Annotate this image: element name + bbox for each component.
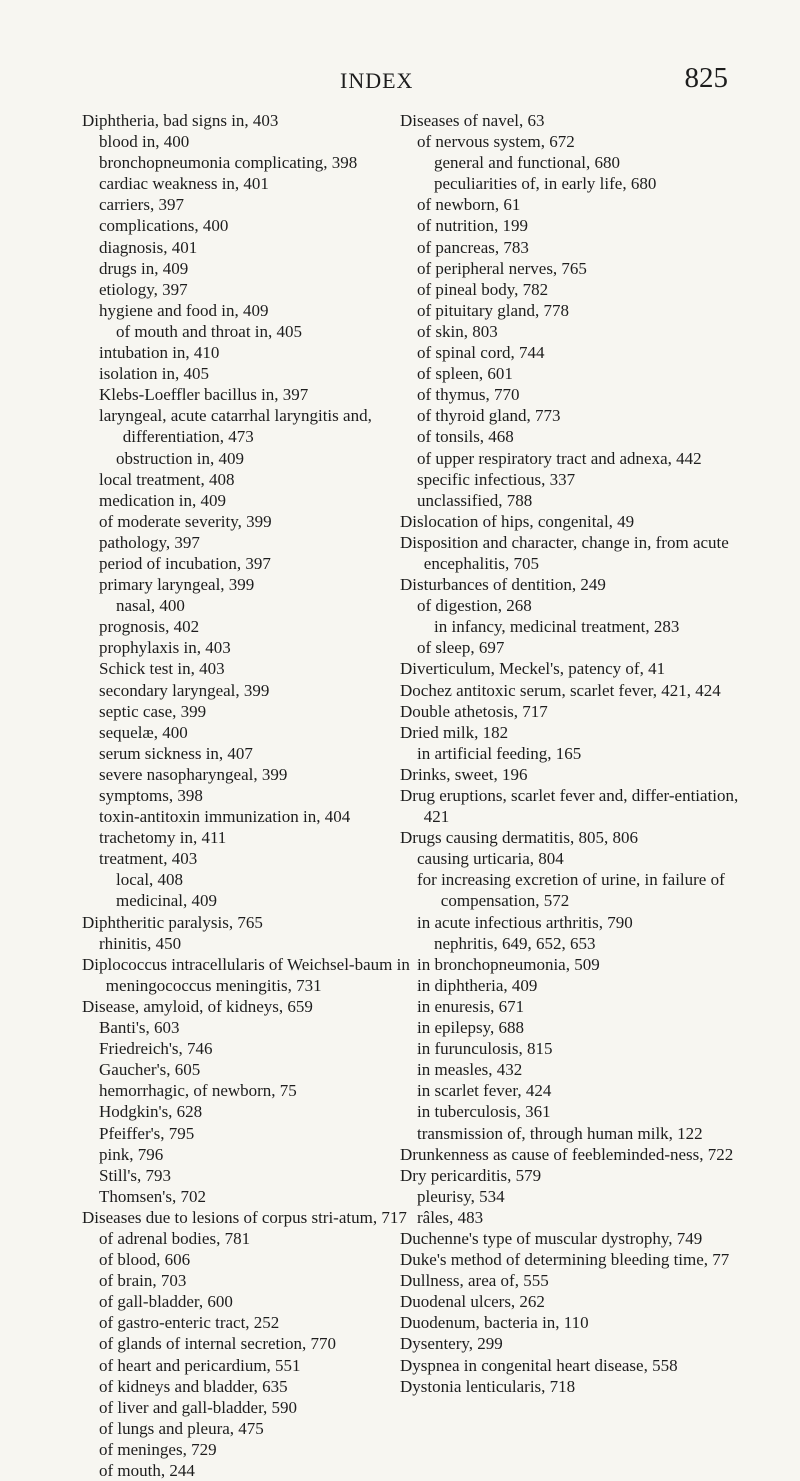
index-entry: in diphtheria, 409 <box>417 975 538 995</box>
index-entry: Duke's method of determining bleeding time, 77 <box>400 1250 730 1270</box>
index-entry: in scarlet fever, 424 <box>417 1081 552 1101</box>
index-entry: primary laryngeal, 399 <box>99 575 255 595</box>
index-entry: Duchenne's type of muscular dystrophy, 749 <box>400 1228 703 1248</box>
index-entry: of nutrition, 199 <box>417 216 528 236</box>
index-entry: medication in, 409 <box>99 490 227 510</box>
index-entry: of blood, 606 <box>99 1250 191 1270</box>
index-entry: trachetomy in, 411 <box>99 828 227 848</box>
index-entry: of peripheral nerves, 765 <box>417 258 587 278</box>
index-entry: treatment, 403 <box>99 849 198 869</box>
index-entry: etiology, 397 <box>99 279 188 299</box>
index-entry: pleurisy, 534 <box>417 1186 505 1206</box>
index-entry: hemorrhagic, of newborn, 75 <box>99 1081 297 1101</box>
index-entry: in infancy, medicinal treatment, 283 <box>434 617 680 637</box>
index-entry: of digestion, 268 <box>417 596 532 616</box>
index-entry: medicinal, 409 <box>116 891 218 911</box>
index-entry: causing urticaria, 804 <box>417 849 564 869</box>
index-entry: cardiac weakness in, 401 <box>99 174 269 194</box>
index-entry: Friedreich's, 746 <box>99 1039 213 1059</box>
index-entry: Disease, amyloid, of kidneys, 659 <box>82 996 313 1016</box>
index-entry: bronchopneumonia complicating, 398 <box>99 153 358 173</box>
index-entry: in furunculosis, 815 <box>417 1039 553 1059</box>
index-entry: Gaucher's, 605 <box>99 1060 201 1080</box>
index-entry: severe nasopharyngeal, 399 <box>99 764 288 784</box>
index-entry: in enuresis, 671 <box>417 996 525 1016</box>
index-entry: of sleep, 697 <box>417 638 505 658</box>
index-entry: of upper respiratory tract and adnexa, 442 <box>417 448 702 468</box>
index-entry: of pituitary gland, 778 <box>417 300 570 320</box>
index-entry: sequelæ, 400 <box>99 722 188 742</box>
index-entry: Drinks, sweet, 196 <box>400 764 528 784</box>
index-entry: in measles, 432 <box>417 1060 523 1080</box>
index-entry: Diseases due to lesions of corpus stri-atum, 717 <box>82 1207 407 1227</box>
index-entry: nasal, 400 <box>116 596 185 616</box>
index-entry: of lungs and pleura, 475 <box>99 1418 264 1438</box>
index-entry: secondary laryngeal, 399 <box>99 680 270 700</box>
index-entry: drugs in, 409 <box>99 258 189 278</box>
index-entry: peculiarities of, in early life, 680 <box>434 174 657 194</box>
index-entry: Thomsen's, 702 <box>99 1186 206 1206</box>
index-entry: Banti's, 603 <box>99 1018 180 1038</box>
index-entry: of newborn, 61 <box>417 195 521 215</box>
index-entry: prophylaxis in, 403 <box>99 638 231 658</box>
index-entry: Duodenal ulcers, 262 <box>400 1292 545 1312</box>
index-entry: of nervous system, 672 <box>417 132 575 152</box>
index-entry: of pineal body, 782 <box>417 279 549 299</box>
index-entry: Dry pericarditis, 579 <box>400 1165 542 1185</box>
index-entry: prognosis, 402 <box>99 617 200 637</box>
index-entry: Drunkenness as cause of feebleminded-ness, 722 <box>400 1144 734 1164</box>
index-entry: in epilepsy, 688 <box>417 1018 525 1038</box>
index-entry: unclassified, 788 <box>417 490 533 510</box>
index-entry: of skin, 803 <box>417 321 498 341</box>
index-entry: Still's, 793 <box>99 1165 172 1185</box>
index-entry: of thyroid gland, 773 <box>417 406 561 426</box>
index-entry: of mouth and throat in, 405 <box>116 321 303 341</box>
index-entry: Drugs causing dermatitis, 805, 806 <box>400 828 638 848</box>
index-entry: Diseases of navel, 63 <box>400 111 545 130</box>
index-entry: Diplococcus intracellularis of Weichsel-baum in meningococcus meningitis, 731 <box>82 954 410 995</box>
index-entry: râles, 483 <box>417 1207 484 1227</box>
index-entry: of gall-bladder, 600 <box>99 1292 233 1312</box>
running-title: INDEX <box>340 68 414 93</box>
index-entry: in bronchopneumonia, 509 <box>417 954 600 974</box>
index-entry: of spleen, 601 <box>417 364 513 384</box>
index-column-left <box>82 110 422 1481</box>
index-entry: of heart and pericardium, 551 <box>99 1355 301 1375</box>
page-header <box>0 64 800 104</box>
index-column-right <box>400 110 740 1397</box>
index-entry: of glands of internal secretion, 770 <box>99 1334 336 1354</box>
index-entry: Pfeiffer's, 795 <box>99 1123 195 1143</box>
index-entry: intubation in, 410 <box>99 343 220 363</box>
index-entry: Dislocation of hips, congenital, 49 <box>400 511 635 531</box>
index-entry: Double athetosis, 717 <box>400 701 548 721</box>
index-entry: hygiene and food in, 409 <box>99 300 269 320</box>
index-entry: Diverticulum, Meckel's, patency of, 41 <box>400 659 666 679</box>
index-entry: rhinitis, 450 <box>99 933 182 953</box>
index-entry: period of incubation, 397 <box>99 553 271 573</box>
index-entry: in acute infectious arthritis, 790 <box>417 912 633 932</box>
index-entry: pathology, 397 <box>99 532 200 552</box>
page-number: 825 <box>684 62 728 94</box>
index-entry: Klebs-Loeffler bacillus in, 397 <box>99 385 309 405</box>
index-entry: of spinal cord, 744 <box>417 343 545 363</box>
index-entry: of liver and gall-bladder, 590 <box>99 1397 298 1417</box>
index-entry: Disturbances of dentition, 249 <box>400 575 606 595</box>
index-entry: serum sickness in, 407 <box>99 743 253 763</box>
index-entry: of thymus, 770 <box>417 385 520 405</box>
index-entry: Duodenum, bacteria in, 110 <box>400 1313 589 1333</box>
index-entry: Dried milk, 182 <box>400 722 509 742</box>
index-entry: septic case, 399 <box>99 701 207 721</box>
index-entry: transmission of, through human milk, 122 <box>417 1123 703 1143</box>
index-entry: local treatment, 408 <box>99 469 235 489</box>
index-entry: Hodgkin's, 628 <box>99 1102 203 1122</box>
index-entry: local, 408 <box>116 870 184 890</box>
index-entry: Dysentery, 299 <box>400 1334 503 1354</box>
index-entry: obstruction in, 409 <box>116 448 244 468</box>
index-entry: general and functional, 680 <box>434 153 620 173</box>
index-entry: Diphtheritic paralysis, 765 <box>82 912 263 932</box>
index-entry: laryngeal, acute catarrhal laryngitis and, differentiation, 473 <box>99 406 372 447</box>
index-entry: of moderate severity, 399 <box>99 511 272 531</box>
index-entry: of gastro-enteric tract, 252 <box>99 1313 280 1333</box>
index-entry: specific infectious, 337 <box>417 469 576 489</box>
index-entry: carriers, 397 <box>99 195 184 215</box>
index-entry: of adrenal bodies, 781 <box>99 1228 251 1248</box>
index-entry: Dystonia lenticularis, 718 <box>400 1376 576 1396</box>
index-entry: symptoms, 398 <box>99 786 203 805</box>
index-entry: pink, 796 <box>99 1144 164 1164</box>
index-entry: diagnosis, 401 <box>99 237 198 257</box>
index-entry: Drug eruptions, scarlet fever and, differ-entiation, 421 <box>400 786 739 827</box>
index-entry: of meninges, 729 <box>99 1439 217 1459</box>
index-entry: of brain, 703 <box>99 1271 187 1291</box>
index-entry: Disposition and character, change in, from acute encephalitis, 705 <box>400 532 729 573</box>
index-entry: Dochez antitoxic serum, scarlet fever, 421, 424 <box>400 680 721 700</box>
index-entry: isolation in, 405 <box>99 364 210 384</box>
index-entry: in tuberculosis, 361 <box>417 1102 551 1122</box>
index-entry: nephritis, 649, 652, 653 <box>434 933 596 953</box>
index-entry: of tonsils, 468 <box>417 427 514 447</box>
index-entry: blood in, 400 <box>99 132 190 152</box>
index-entry: in artificial feeding, 165 <box>417 743 582 763</box>
index-entry: for increasing excretion of urine, in failure of compensation, 572 <box>417 870 725 911</box>
index-entry: toxin-antitoxin immunization in, 404 <box>99 807 351 827</box>
index-entry: of pancreas, 783 <box>417 237 529 257</box>
index-entry: complications, 400 <box>99 216 229 236</box>
index-entry: Dyspnea in congenital heart disease, 558 <box>400 1355 678 1375</box>
index-entry: of kidneys and bladder, 635 <box>99 1376 288 1396</box>
index-entry: Schick test in, 403 <box>99 659 225 679</box>
index-entry: Diphtheria, bad signs in, 403 <box>82 111 279 130</box>
index-entry: of mouth, 244 <box>99 1461 195 1480</box>
index-entry: Dullness, area of, 555 <box>400 1271 549 1291</box>
